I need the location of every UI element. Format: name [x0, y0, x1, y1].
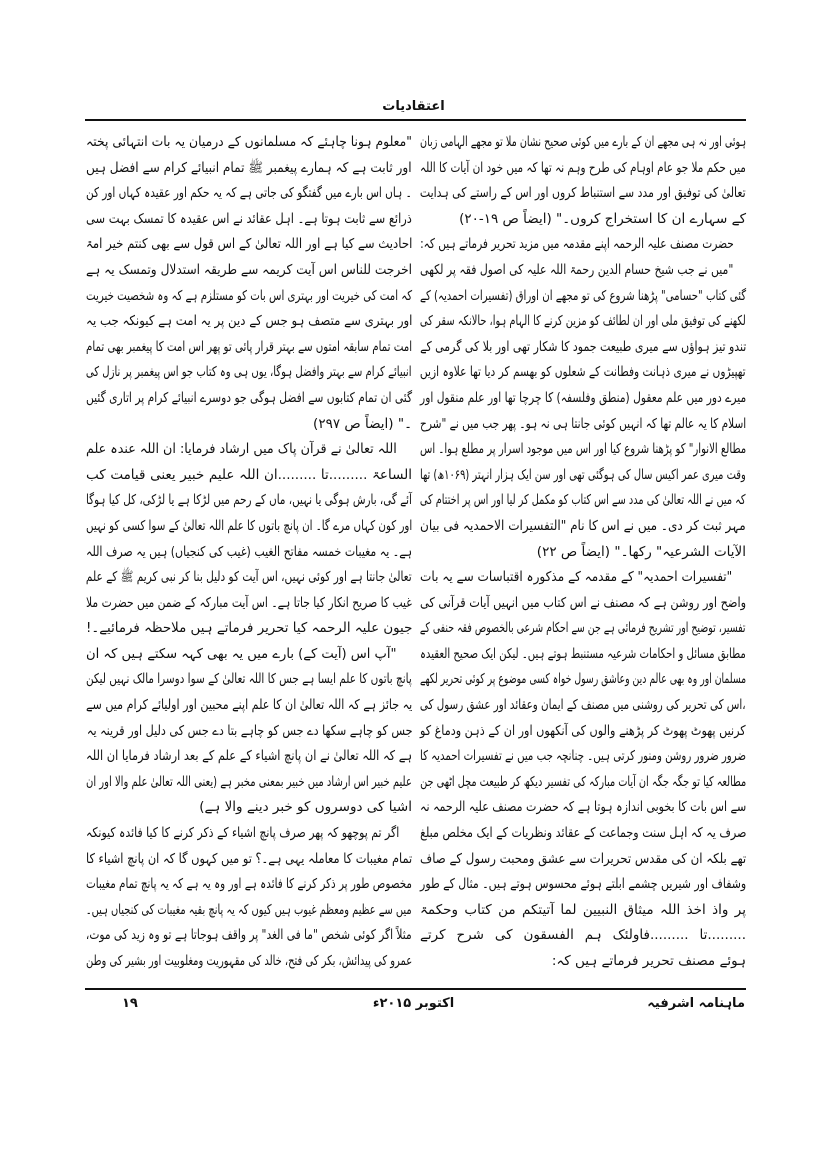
text-line: [86, 130, 412, 156]
text-line: [420, 335, 746, 361]
section-title: اعتقادیات: [382, 99, 445, 114]
line-text: الآیات الشرعیہ" رکھا۔" (ایضاً ص ۲۲): [536, 543, 746, 560]
text-line: [86, 616, 412, 642]
text-line: [420, 872, 746, 898]
text-line: [86, 770, 412, 796]
line-text: واضح اور روشن ہے کہ مصنف نے اس کتاب میں انہیں آیات قرآنی کی: [419, 594, 746, 611]
text-line: [86, 821, 412, 847]
text-line: [86, 335, 412, 361]
text-line: [86, 232, 412, 258]
text-line: [86, 360, 412, 386]
line-text: میں حکم ملا جو عام اوہام کی طرح وہم نہ تھا کہ میں خود ان آیات کا اللہ: [420, 159, 746, 176]
text-line: [86, 898, 412, 924]
text-line: [86, 284, 412, 310]
text-line: [86, 693, 412, 719]
text-line: [86, 591, 412, 617]
text-line: [86, 181, 412, 207]
text-line: [420, 360, 746, 386]
text-line: [420, 923, 746, 949]
line-text: کہ امت کی خیریت اور بہتری اس بات کو مستلزم ہے کہ وہ شخصیت خیریت: [85, 287, 412, 304]
line-text: انبیائے کرام سے بہتر وافضل ہوگا، یوں ہی وہ کتاب جو اس پیغمبر پر نازل کی: [86, 364, 412, 381]
text-line: [420, 847, 746, 873]
line-text: وشفاف اور شیریں چشمے ابلتے ہوئے محسوس ہوتے ہیں۔ مثال کے طور: [419, 876, 746, 893]
text-line: [86, 540, 412, 566]
line-text: علیم خبیر اس ارشاد میں خبیر بمعنی مخبر ہے (یعنی اللہ تعالیٰ علم والا اور ان: [86, 773, 412, 790]
line-text: ۔" (ایضاً ص ۲۹۷): [313, 415, 412, 432]
text-line: [86, 949, 412, 975]
right-column: [420, 130, 746, 975]
text-line: [420, 642, 746, 668]
line-text: اور بہتری سے متصف ہو جس کے دین پر یہ امت ہے کیونکہ جب یہ: [85, 313, 412, 330]
line-text: "معلوم ہونا چاہئے کہ مسلمانوں کے درمیان یہ بات انتہائی پختہ: [86, 134, 412, 150]
text-line: [86, 437, 412, 463]
line-text: ذرائع سے ثابت ہوتا ہے۔ اہل عقائد نے اس عقیدہ کا تمسک بہت سی: [86, 210, 412, 227]
footer-rule: [85, 988, 746, 990]
text-line: [420, 232, 746, 258]
line-text: تفسیر، توضیح اور تشریح فرمائی ہے جن سے احکام شرعی بالخصوص فقہ حنفی کے: [420, 620, 746, 637]
text-line: [420, 258, 746, 284]
line-text: امت تمام سابقہ امتوں سے بہتر قرار پائی تو پھر اس امت کا پیغمبر بھی تمام: [85, 338, 412, 355]
line-text: احادیث سے کیا ہے اور اللہ تعالیٰ کے اس قول سے بھی کنتم خیر امۃ: [85, 236, 412, 253]
line-text: مسلمان اور وہ بھی عالم دین وعاشق رسول خواہ کسی موضوع پر کوئی تحریر لکھے: [419, 671, 746, 688]
line-text: .........تا .........فاولئک ہم الفسقون کی شرح کرتے: [420, 927, 746, 944]
line-text: اشیا کی دوسروں کو خبر دینے والا ہے): [199, 799, 412, 816]
text-line: [86, 386, 412, 412]
line-text: اخرجت للناس اس آیت کریمہ سے طریقہ استدلال وتمسک یہ ہے: [86, 261, 412, 278]
line-text: تمام مغیبات کا معاملہ یہی ہے۔؟ تو میں کہوں گا کہ ان پانچ اشیاء کا: [85, 850, 412, 867]
text-line: [420, 412, 746, 438]
line-text: سے اس بات کا بخوبی اندازہ ہوتا ہے کہ حضرت مصنف علیہ الرحمہ نہ: [419, 799, 746, 816]
line-text: اگر تم پوچھو کہ پھر صرف پانچ اشیاء کے ذکر کرنے کا کیا فائدہ کیونکہ: [85, 825, 400, 842]
text-line: [86, 463, 412, 489]
text-line: [420, 693, 746, 719]
text-line: [420, 514, 746, 540]
text-line: [420, 156, 746, 182]
text-line: [420, 181, 746, 207]
text-line: [420, 949, 746, 975]
text-line: [86, 514, 412, 540]
line-text: اور کون کہاں مرے گا۔ ان پانچ باتوں کا علم اللہ تعالیٰ کے سوا کسی کو نہیں: [85, 517, 412, 534]
text-line: [86, 923, 412, 949]
line-text: یہ جائز ہے کہ اللہ تعالیٰ ان کا علم اپنے محبین اور اولیائے کرام میں سے: [85, 697, 412, 714]
text-line: [420, 309, 746, 335]
left-column: [86, 130, 412, 975]
line-text: ضرور ضرور روشن ومنور کرتی ہیں۔ چنانچہ جب میں نے تفسیرات احمدیہ کا: [420, 748, 746, 765]
text-line: [420, 795, 746, 821]
line-text: غیب کا صریح انکار کیا جاتا ہے۔ اس آیت مبارکہ کے ضمن میں حضرت ملا: [86, 594, 412, 611]
text-line: [86, 258, 412, 284]
text-line: [86, 156, 412, 182]
line-text: "میں نے جب شیخ حسام الدین رحمۃ اللہ علیہ کی اصول فقہ پر لکھی: [419, 261, 734, 278]
text-line: [420, 616, 746, 642]
line-text: پر واذ اخذ اللہ میثاق النبیین لما آتیتکم من کتاب وحکمۃ: [420, 901, 746, 918]
line-text: مطابق مسائل و احکامات شرعیہ مستنبط ہوتے ہیں۔ لیکن ایک صحیح العقیدہ: [420, 645, 746, 662]
text-line: [420, 591, 746, 617]
line-text: پانچ باتوں کا علم ایسا ہے جس کا اللہ تعالیٰ کے سوا دوسرا مالک نہیں لیکن: [86, 671, 412, 688]
line-text: جس کو چاہے سکھا دے جس کو چاہے بتا دے جس کی دلیل اور قرینہ یہ: [86, 722, 412, 739]
line-text: ۔ ہاں اس بارے میں گفتگو کی جاتی ہے کہ یہ حکم اور عقیدہ کہاں اور کن: [86, 185, 412, 202]
text-line: [420, 463, 746, 489]
text-line: [420, 770, 746, 796]
line-text: "تفسیرات احمدیہ" کے مقدمہ کے مذکورہ اقتباسات سے یہ بات: [419, 569, 732, 586]
line-text: اللہ تعالیٰ نے قرآن پاک میں ارشاد فرمایا: ان اللہ عندہ علم: [86, 441, 397, 458]
line-text: وقت میری عمر اکیس سال کی ہوگئی تھی اور سن ایک ہزار انہتر (۱۰۶۹ھ) تھا: [420, 466, 746, 483]
line-text: اسلام کا یہ عالم تھا کہ انہیں کوئی جانتا ہی نہ ہو۔ پھر جب میں نے "شرح: [419, 415, 746, 432]
line-text: تھے بلکہ ان کی مقدس تحریرات سے عشق ومحبت رسول کے صاف: [419, 850, 746, 867]
line-text: حضرت مصنف علیہ الرحمہ اپنے مقدمہ میں مزید تحریر فرماتے ہیں کہ:: [419, 236, 734, 253]
text-line: [420, 386, 746, 412]
line-text: آئے گی، بارش ہوگی یا نہیں، ماں کے رحم میں لڑکا ہے یا لڑکی، کل کیا ہوگا: [86, 492, 412, 509]
text-line: [86, 565, 412, 591]
footer-date: اکتوبر ۲۰۱۵ء: [372, 996, 455, 1011]
line-text: مطالعہ کیا تو جگہ جگہ ان آیات مبارکہ کی تفسیر دیکھ کر طبیعت مچل اٹھی جن: [419, 773, 746, 790]
line-text: مثلاً اگر کوئی شخص "ما فی الغد" پر واقف ہوجاتا ہے تو وہ زید کی موت،: [86, 927, 412, 944]
text-line: [86, 744, 412, 770]
text-line: [420, 667, 746, 693]
line-text: تندو تیز ہواؤں سے میری طبیعت جمود کا شکار تھی اور بلا کی گرمی کے: [419, 338, 746, 355]
line-text: "آپ اس (آیت کے) بارے میں یہ بھی کہہ سکتے ہیں کہ ان: [85, 645, 397, 662]
line-text: ہوئے مصنف تحریر فرماتے ہیں کہ:: [551, 953, 746, 969]
text-line: [86, 847, 412, 873]
line-text: ہے کہ اللہ تعالیٰ نے ان پانچ اشیاء کے علم کے بعد ارشاد فرمایا ان اللہ: [85, 748, 412, 765]
text-line: [86, 667, 412, 693]
line-text: صرف یہ کہ اہل سنت وجماعت کے عقائد ونظریات کے ایک مخلص مبلغ: [419, 825, 746, 842]
text-line: [86, 488, 412, 514]
text-line: [420, 284, 746, 310]
line-text: مخصوص طور پر ذکر کرنے کا فائدہ ہے اور وہ یہ ہے کہ یہ پانچ تمام مغیبات: [86, 876, 412, 893]
text-line: [420, 898, 746, 924]
text-line: [86, 207, 412, 233]
text-line: [420, 565, 746, 591]
line-text: عمرو کی پیدائش، بکر کی فتح، خالد کی مقہوریت ومغلوبیت اور بشیر کی وطن: [85, 953, 412, 969]
line-text: تعالیٰ جانتا ہے اور کوئی نہیں، اس آیت کو دلیل بنا کر نبی کریم ﷺ کے علم: [86, 569, 412, 586]
page-number: ۱۹: [122, 996, 138, 1011]
text-line: [86, 309, 412, 335]
line-text: کہ میں نے اللہ تعالیٰ کی مدد سے اس کتاب کو مکمل کر لیا اور اس پر اختتام کی: [420, 492, 746, 509]
text-line: [86, 412, 412, 438]
text-line: [86, 872, 412, 898]
line-text: میرے دور میں علم معقول (منطق وفلسفہ) کا چرچا تھا اور علم منقول اور: [419, 389, 746, 406]
text-line: [420, 719, 746, 745]
text-line: [86, 719, 412, 745]
text-line: [86, 642, 412, 668]
text-line: [86, 795, 412, 821]
line-text: ہے۔ یہ مغیبات خمسہ مفاتح الغیب (غیب کی کنجیاں) ہیں یہ صرف اللہ: [85, 543, 412, 560]
line-text: کرنیں پھوٹ پھوٹ کر پڑھنے والوں کی آنکھوں اور ان کے ذہن ودماغ کو: [420, 722, 746, 739]
footer-magazine-name: ماہنامہ اشرفیہ: [647, 996, 745, 1011]
line-text: لکھنے کی توفیق ملی اور ان لطائف کو مزین کرنے کا الہام ہوا، حالانکہ سقر کی: [420, 313, 746, 330]
line-text: اور ثابت ہے کہ ہمارے پیغمبر ﷺ تمام انبیائے کرام سے افضل ہیں: [86, 159, 412, 176]
line-text: الساعۃ .........تا .........ان اللہ علیم خبیر یعنی قیامت کب: [86, 466, 412, 483]
line-text: ہوئی اور نہ ہی مجھے ان کے بارے میں کوئی صحیح نشان ملا تو مجھے الہامی زبان: [419, 134, 746, 150]
line-text: گئی ان تمام کتابوں سے افضل ہوگی جو دوسرے انبیائے کرام پر اتاری گئیں: [85, 389, 412, 406]
header-rule: [85, 119, 746, 121]
line-text: ،اس کی تحریر کی روشنی میں مصنف کے ایمان وعقائد اور عشق رسول کی: [420, 697, 746, 714]
line-text: کے سہارے ان کا استخراج کروں۔" (ایضاً ص ۱۹-۲۰): [459, 210, 746, 227]
text-line: [420, 744, 746, 770]
text-line: [420, 821, 746, 847]
line-text: میں سے عظیم ومعظم غیوب ہیں کیوں کہ یہ پانچ بقیہ مغیبات کی کنجیاں ہیں۔: [86, 901, 412, 918]
line-text: جیون علیہ الرحمہ کیا تحریر فرماتے ہیں ملاحظہ فرمائیے۔!: [85, 620, 412, 637]
text-line: [420, 488, 746, 514]
text-line: [420, 540, 746, 566]
text-line: [420, 130, 746, 156]
line-text: گئی کتاب "حسامی" پڑھنا شروع کی تو مجھے ان اوراق (تفسیرات احمدیہ) کے: [419, 287, 746, 304]
line-text: تھپیڑوں نے میری ذہانت وفطانت کے شعلوں کو بھسم کر دیا تھا علاوہ ازیں: [420, 364, 746, 381]
line-text: تعالیٰ کی توفیق اور مدد سے استنباط کروں اور اس کے راستے کی ہدایت: [420, 185, 746, 202]
text-line: [420, 207, 746, 233]
line-text: مہر ثبت کر دی۔ میں نے اس کا نام "التفسیرات الاحمدیہ فی بیان: [420, 517, 746, 534]
line-text: مطالع الانوار" کو پڑھنا شروع کیا اور اس میں موجود اسرار پر مطلع ہوا۔ اس: [419, 441, 746, 458]
text-line: [420, 437, 746, 463]
